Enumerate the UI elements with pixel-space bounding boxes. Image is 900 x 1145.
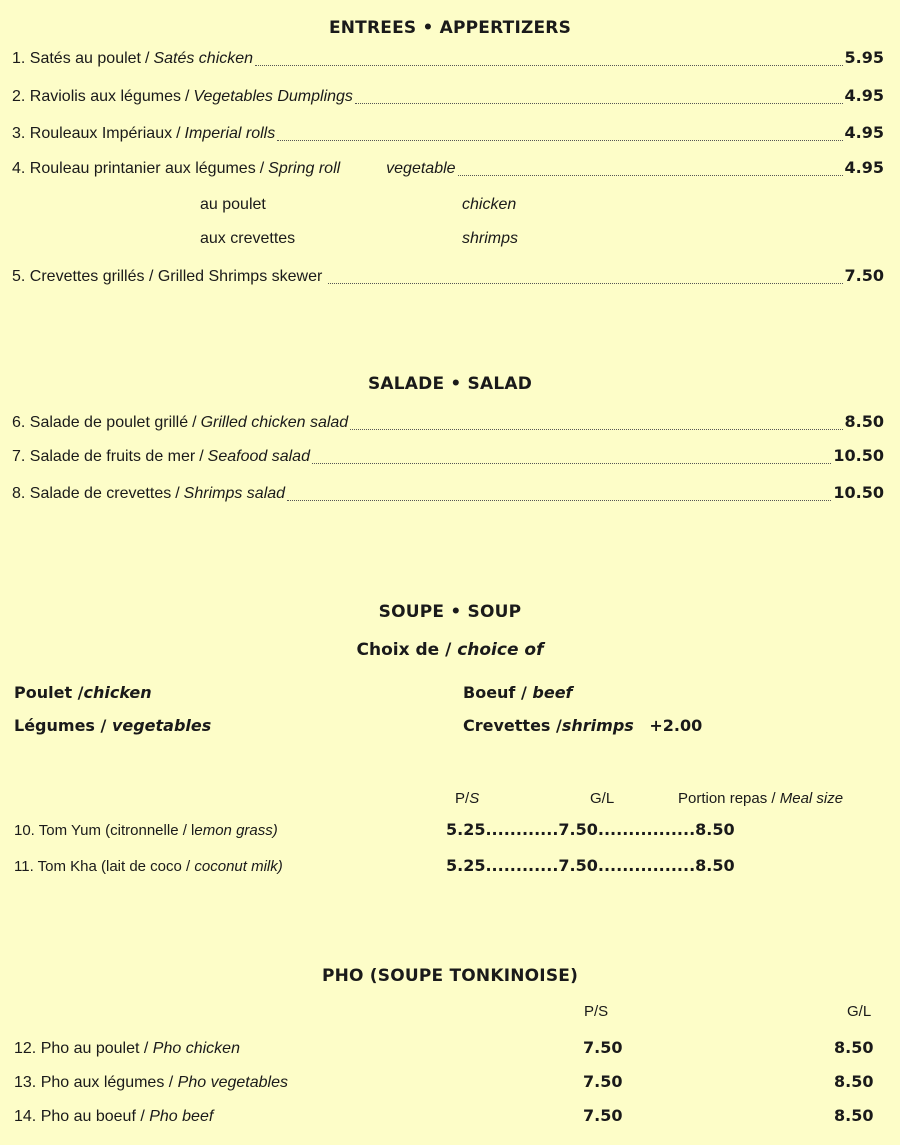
separator: /: [175, 485, 180, 502]
item-name-fr: 3. Rouleaux Impériaux: [12, 125, 173, 142]
choice-fr: Légumes /: [14, 716, 107, 735]
menu-item: [12, 158, 884, 182]
price-small: 7.50: [583, 1072, 623, 1091]
item-name-en: Shrimps salad: [183, 485, 286, 502]
item-name-en: Satés chicken: [153, 50, 254, 67]
separator: /: [192, 414, 197, 431]
item-name-fr: 7. Salade de fruits de mer: [12, 448, 196, 465]
item-name-fr: 4. Rouleau printanier aux légumes: [12, 160, 256, 177]
column-large: G/L: [590, 790, 615, 807]
item-price: 5.95: [844, 48, 884, 67]
soup-item-name: [14, 858, 283, 875]
soup-item-prices: 5.25............7.50................8.50: [446, 820, 735, 839]
dot-leader: [328, 282, 842, 284]
choice-label-fr: Choix de /: [356, 640, 452, 660]
section-title-salad: SALADE • SALAD: [367, 374, 533, 394]
separator: /: [168, 1074, 174, 1091]
soup-name-en: emon grass): [194, 822, 278, 839]
item-name-en: Imperial rolls: [184, 125, 276, 142]
choice-en: chicken: [83, 683, 152, 702]
soup-name-fr: 11. Tom Kha (lait de coco /: [14, 858, 191, 875]
separator: /: [199, 448, 204, 465]
section-title-entrees: ENTREES • APPERTIZERS: [328, 18, 572, 38]
price-large: 8.50: [834, 1072, 874, 1091]
pho-name-en: Pho vegetables: [177, 1074, 288, 1091]
choice-fr: Boeuf /: [463, 683, 527, 702]
pho-item-name: [14, 1040, 240, 1058]
pho-item-name: [14, 1074, 288, 1092]
separator: /: [143, 1040, 149, 1057]
menu-item: [12, 266, 884, 290]
column-small-fr: P/: [455, 790, 470, 807]
choice-heading: [0, 640, 900, 660]
choice-fr: Crevettes /: [463, 716, 562, 735]
choice-beef: [463, 683, 573, 702]
pho-name-fr: 12. Pho au poulet: [14, 1040, 140, 1057]
menu-item: [12, 48, 884, 72]
dot-leader: [255, 64, 842, 66]
choice-surcharge: +2.00: [649, 716, 703, 735]
separator: /: [259, 160, 265, 177]
price-large: 8.50: [834, 1106, 874, 1125]
choice-shrimps: [463, 716, 702, 735]
dot-leader: [277, 139, 842, 141]
separator: /: [144, 50, 150, 67]
pho-name-fr: 14. Pho au boeuf: [14, 1108, 141, 1125]
soup-item-prices: 5.25............7.50................8.50: [446, 856, 735, 875]
item-name-fr: 2. Raviolis aux légumes: [12, 88, 181, 105]
pho-name-en: Pho beef: [149, 1108, 214, 1125]
choice-vegetables: [14, 716, 211, 735]
variant-en: shrimps: [462, 230, 519, 247]
menu-item: [12, 86, 884, 110]
item-name-en: Spring roll: [268, 160, 341, 177]
choice-en: shrimps: [561, 716, 634, 735]
column-small: [455, 790, 479, 807]
pho-name-fr: 13. Pho aux légumes: [14, 1074, 169, 1091]
column-small: P/S: [584, 1003, 609, 1020]
price-small: 7.50: [583, 1038, 623, 1057]
column-meal-fr: Portion repas /: [678, 790, 776, 807]
choice-fr: Poulet /: [14, 683, 84, 702]
column-large: G/L: [847, 1003, 872, 1020]
choice-en: beef: [532, 683, 573, 702]
section-title-pho: PHO (SOUPE TONKINOISE): [321, 966, 579, 986]
price-small: 7.50: [583, 1106, 623, 1125]
item-price: 4.95: [844, 158, 884, 177]
item-name-en: Grilled chicken salad: [200, 414, 349, 431]
soup-name-fr: 10. Tom Yum (citronnelle / l: [14, 822, 195, 839]
variant-fr: aux crevettes: [200, 230, 296, 247]
item-name-fr: 6. Salade de poulet grillé: [12, 414, 189, 431]
item-price: 7.50: [844, 266, 884, 285]
dot-leader: [355, 102, 843, 104]
choice-label-en: choice of: [457, 640, 544, 660]
dot-leader: [312, 462, 831, 464]
separator: /: [184, 88, 190, 105]
variant-fr: au poulet: [200, 196, 266, 213]
item-name: 5. Crevettes grillés / Grilled Shrimps skewer: [12, 268, 323, 285]
dot-leader: [287, 499, 831, 501]
pho-name-en: Pho chicken: [152, 1040, 240, 1057]
separator: /: [140, 1108, 145, 1125]
item-price: 10.50: [833, 446, 884, 465]
menu-item: [12, 446, 884, 470]
choice-chicken: [14, 683, 152, 702]
item-price: 8.50: [844, 412, 884, 431]
dot-leader: [350, 428, 842, 430]
item-name-en: Seafood salad: [207, 448, 310, 465]
item-price: 4.95: [844, 123, 884, 142]
choice-en: vegetables: [111, 716, 212, 735]
menu-item: [12, 483, 884, 507]
item-price: 4.95: [844, 86, 884, 105]
item-name-fr: 8. Salade de crevettes: [12, 485, 172, 502]
variant-en: vegetable: [386, 160, 456, 177]
column-small-en: S: [469, 790, 480, 807]
menu-item: [12, 412, 884, 436]
item-name-fr: 1. Satés au poulet: [12, 50, 141, 67]
separator: /: [176, 125, 181, 142]
dot-leader: [458, 174, 843, 176]
section-title-soup: SOUPE • SOUP: [378, 602, 522, 622]
column-meal-en: Meal size: [779, 790, 844, 807]
variant-en: chicken: [462, 196, 517, 213]
soup-name-en: coconut milk): [194, 858, 283, 875]
item-price: 10.50: [833, 483, 884, 502]
soup-item-name: [14, 822, 278, 839]
pho-item-name: [14, 1108, 213, 1126]
item-name-en: Vegetables Dumplings: [193, 88, 353, 105]
column-meal: [678, 790, 843, 807]
menu-item: [12, 123, 884, 147]
price-large: 8.50: [834, 1038, 874, 1057]
